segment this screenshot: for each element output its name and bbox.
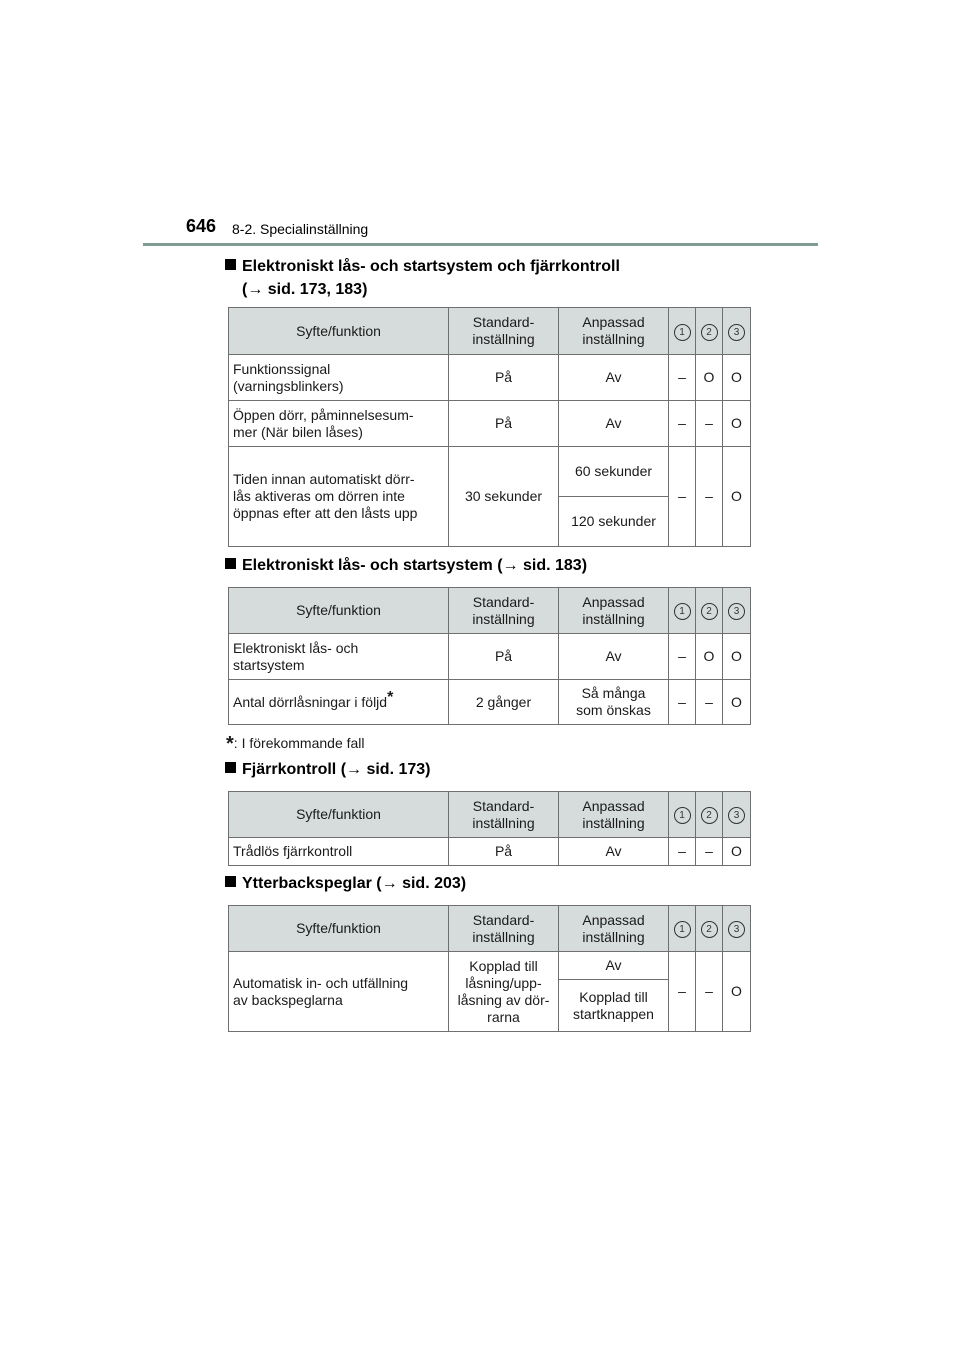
circled-3-icon: 3 xyxy=(728,921,745,938)
cell-purpose: Elektroniskt lås- och startsystem xyxy=(229,634,449,680)
table-header-row xyxy=(229,792,751,838)
table-row xyxy=(229,680,751,725)
cell-custom: Av xyxy=(559,401,669,447)
page-reference: (→ sid. 203) xyxy=(376,875,467,892)
cell-standard: På xyxy=(449,838,559,866)
cell-c3: O xyxy=(723,634,751,680)
cell-standard: Kopplad till låsning/upp- låsning av dör- rarna xyxy=(449,952,559,1032)
section-title: Fjärrkontroll xyxy=(242,761,337,778)
header-col-3 xyxy=(723,308,751,355)
cell-custom: Så många som önskas xyxy=(559,680,669,725)
header-col-2 xyxy=(696,588,723,634)
header-standard: Standard- inställning xyxy=(449,906,559,952)
cell-c1: – xyxy=(669,355,696,401)
cell-c2: O xyxy=(696,355,723,401)
cell-c3: O xyxy=(723,838,751,866)
header-standard: Standard- inställning xyxy=(449,792,559,838)
circled-2-icon: 2 xyxy=(701,603,718,620)
header-col-2 xyxy=(696,906,723,952)
table-row xyxy=(229,952,751,980)
cell-purpose: Funktionssignal (varningsblinkers) xyxy=(229,355,449,401)
cell-c1: – xyxy=(669,952,696,1032)
footnote xyxy=(226,733,365,756)
circled-2-icon: 2 xyxy=(701,807,718,824)
header-purpose: Syfte/funktion xyxy=(229,906,449,952)
header-col-3 xyxy=(723,588,751,634)
header-col-1 xyxy=(669,588,696,634)
cell-purpose: Tiden innan automatiskt dörr- lås aktiveras om dörren inte öppnas efter att den låsts upp xyxy=(229,447,449,547)
cell-c1: – xyxy=(669,634,696,680)
header-purpose: Syfte/funktion xyxy=(229,588,449,634)
footnote-marker: * xyxy=(387,688,394,706)
header-col-3 xyxy=(723,792,751,838)
cell-custom-option-a: 60 sekunder xyxy=(559,447,669,497)
square-bullet-icon xyxy=(225,876,236,887)
square-bullet-icon xyxy=(225,558,236,569)
circled-3-icon: 3 xyxy=(728,603,745,620)
footnote-text: : I förekommande fall xyxy=(233,735,365,751)
section-title: Ytterbackspeglar xyxy=(242,875,372,892)
cell-purpose: Öppen dörr, påminnelsesum- mer (När bilen låses) xyxy=(229,401,449,447)
header-custom: Anpassad inställning xyxy=(559,588,669,634)
settings-table-3 xyxy=(228,791,751,866)
header-col-1 xyxy=(669,906,696,952)
cell-purpose-text: Antal dörrlåsningar i följd xyxy=(233,693,388,710)
cell-purpose: Trådlös fjärrkontroll xyxy=(229,838,449,866)
header-standard: Standard- inställning xyxy=(449,588,559,634)
cell-purpose: Automatisk in- och utfällning av backspeglarna xyxy=(229,952,449,1032)
circled-1-icon: 1 xyxy=(674,324,691,341)
cell-standard: På xyxy=(449,355,559,401)
square-bullet-icon xyxy=(225,762,236,773)
cell-custom: Av xyxy=(559,355,669,401)
cell-purpose xyxy=(229,680,449,725)
section-title: Elektroniskt lås- och startsystem xyxy=(242,557,493,574)
section-heading-mirrors xyxy=(225,872,466,895)
cell-c2: – xyxy=(696,447,723,547)
table-row xyxy=(229,447,751,497)
header-standard: Standard- inställning xyxy=(449,308,559,355)
circled-1-icon: 1 xyxy=(674,807,691,824)
circled-3-icon: 3 xyxy=(728,324,745,341)
header-custom: Anpassad inställning xyxy=(559,308,669,355)
cell-standard: På xyxy=(449,634,559,680)
header-col-2 xyxy=(696,308,723,355)
cell-c2: – xyxy=(696,401,723,447)
header-rule xyxy=(143,243,818,246)
cell-c2: – xyxy=(696,838,723,866)
header-purpose: Syfte/funktion xyxy=(229,308,449,355)
cell-standard: På xyxy=(449,401,559,447)
cell-c3: O xyxy=(723,401,751,447)
circled-2-icon: 2 xyxy=(701,324,718,341)
cell-c1: – xyxy=(669,680,696,725)
cell-c2: O xyxy=(696,634,723,680)
cell-c2: – xyxy=(696,952,723,1032)
cell-custom-option-b: 120 sekunder xyxy=(559,497,669,547)
page-reference: (→ sid. 173) xyxy=(340,761,431,778)
table-header-row xyxy=(229,588,751,634)
table-row xyxy=(229,355,751,401)
settings-table-1 xyxy=(228,307,751,547)
section-heading-remote xyxy=(225,758,431,781)
header-custom: Anpassad inställning xyxy=(559,792,669,838)
cell-c3: O xyxy=(723,355,751,401)
header-purpose: Syfte/funktion xyxy=(229,792,449,838)
circled-1-icon: 1 xyxy=(674,603,691,620)
cell-c3: O xyxy=(723,952,751,1032)
section-title: Elektroniskt lås- och startsystem och fjärrkontroll xyxy=(242,258,620,275)
settings-table-4 xyxy=(228,905,751,1032)
cell-c3: O xyxy=(723,447,751,547)
circled-1-icon: 1 xyxy=(674,921,691,938)
square-bullet-icon xyxy=(225,259,236,270)
cell-c1: – xyxy=(669,447,696,547)
settings-table-2 xyxy=(228,587,751,725)
table-header-row xyxy=(229,308,751,355)
header-col-1 xyxy=(669,792,696,838)
table-header-row xyxy=(229,906,751,952)
header-col-3 xyxy=(723,906,751,952)
cell-custom: Av xyxy=(559,634,669,680)
cell-custom-option-a: Av xyxy=(559,952,669,980)
circled-2-icon: 2 xyxy=(701,921,718,938)
cell-standard: 2 gånger xyxy=(449,680,559,725)
cell-c3: O xyxy=(723,680,751,725)
cell-c1: – xyxy=(669,838,696,866)
cell-standard: 30 sekunder xyxy=(449,447,559,547)
chapter-title: 8-2. Specialinställning xyxy=(232,221,369,237)
section-heading-smart-entry xyxy=(225,554,587,577)
table-row xyxy=(229,401,751,447)
cell-custom-option-b: Kopplad till startknappen xyxy=(559,980,669,1032)
page-reference: (→ sid. 173, 183) xyxy=(242,281,368,298)
section-heading-smart-entry-and-remote xyxy=(225,255,620,301)
cell-custom: Av xyxy=(559,838,669,866)
footnote-star: * xyxy=(226,733,234,755)
circled-3-icon: 3 xyxy=(728,807,745,824)
table-row xyxy=(229,838,751,866)
table-row xyxy=(229,634,751,680)
cell-c1: – xyxy=(669,401,696,447)
page-number: 646 xyxy=(186,216,217,236)
header-col-2 xyxy=(696,792,723,838)
header-col-1 xyxy=(669,308,696,355)
header-custom: Anpassad inställning xyxy=(559,906,669,952)
cell-c2: – xyxy=(696,680,723,725)
page-reference: (→ sid. 183) xyxy=(497,557,588,574)
